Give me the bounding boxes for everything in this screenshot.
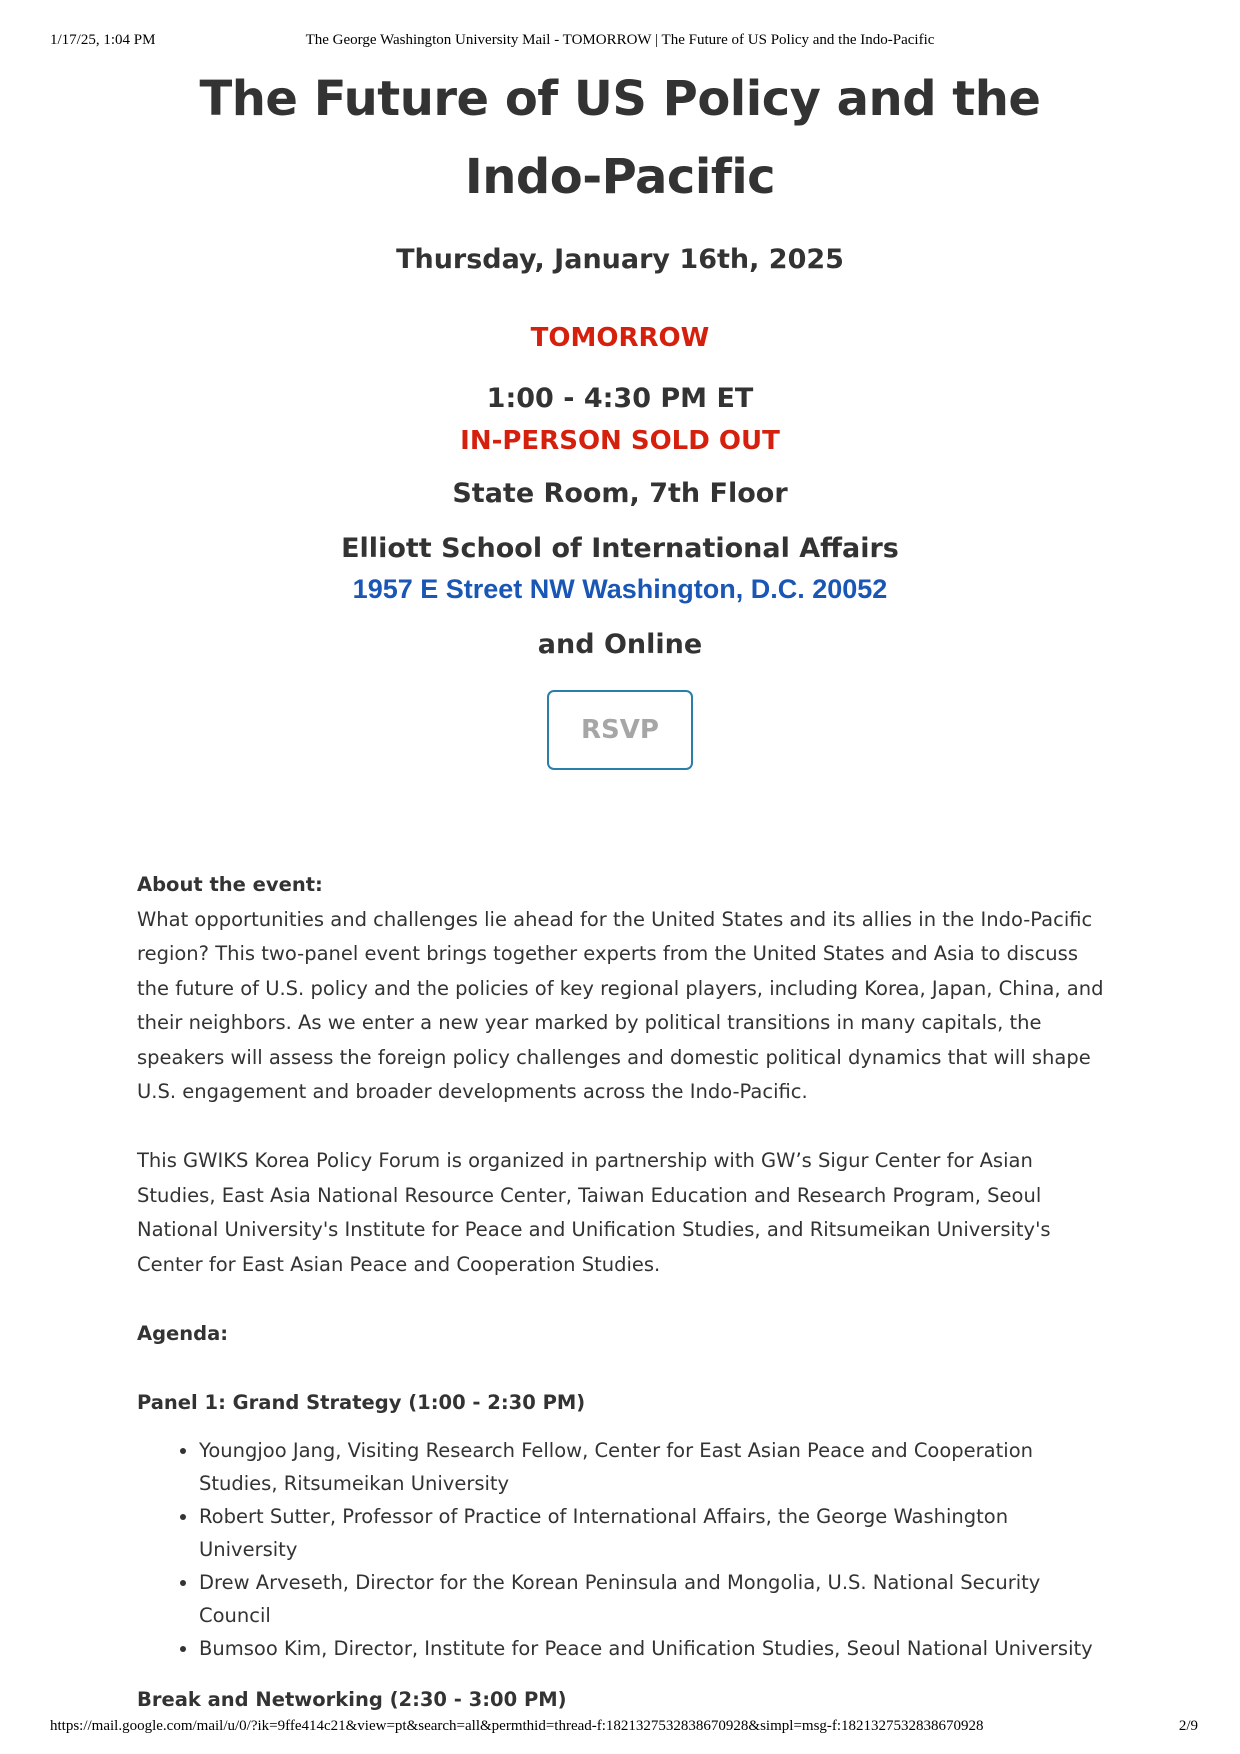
event-date: Thursday, January 16th, 2025 <box>396 244 844 275</box>
list-item: • Youngjoo Jang, Visiting Research Fellow, Center for East Asian Peace and Cooperation Studies, Ritsumeikan University <box>199 1434 1112 1500</box>
panel1-speaker-list <box>137 1434 1112 1665</box>
agenda-heading: Agenda: <box>137 1321 229 1345</box>
list-item: • Drew Arveseth, Director for the Korean Peninsula and Mongolia, U.S. National Security Council <box>199 1566 1112 1632</box>
print-url: https://mail.google.com/mail/u/0/?ik=9ffe414c21&view=pt&search=all&permthid=thread-f:1821327532838670928&simpl=msg-f:1821327532838670928 <box>50 1718 984 1734</box>
online-label: and Online <box>537 629 703 660</box>
about-heading: About the event: <box>137 873 323 896</box>
break-title: Break and Networking (2:30 - 3:00 PM) <box>137 1688 567 1711</box>
about-paragraph-1: What opportunities and challenges lie ahead for the United States and its allies in the Indo-Pacific region? This two-panel event brings together experts from the United States and Asia to discuss the future of U.S. policy and the policies of key regional players, including Korea, Japan, China, and their neighbors. As we enter a new year marked by political transitions in many capitals, the speakers will assess the foreign policy challenges and domestic political dynamics that will shape U.S. engagement and broader developments across the Indo-Pacific. <box>137 907 1104 1103</box>
rsvp-wrapper <box>0 690 1240 770</box>
about-paragraph-2: This GWIKS Korea Policy Forum is organized in partnership with GW’s Sigur Center for Asian Studies, East Asia National Resource Center, Taiwan Education and Research Program, Seoul National University's Institute for Peace and Unification Studies, and Ritsumeikan University's Center for East Asian Peace and Cooperation Studies. <box>137 1149 1051 1276</box>
page-number: 2/9 <box>1178 1718 1198 1734</box>
event-room: State Room, 7th Floor <box>452 478 788 509</box>
rsvp-button[interactable]: RSVP <box>547 690 693 770</box>
sold-out-notice: IN-PERSON SOLD OUT <box>460 426 780 456</box>
event-title: The Future of US Policy and the Indo-Pacific <box>199 71 1041 205</box>
print-datetime: 1/17/25, 1:04 PM <box>50 32 156 48</box>
spacer <box>137 1282 1112 1317</box>
print-page-title: The George Washington University Mail - TOMORROW | The Future of US Policy and the Indo-Pacific <box>305 32 935 48</box>
email-body <box>0 60 1240 770</box>
event-description <box>137 868 1112 1718</box>
event-time: 1:00 - 4:30 PM ET <box>486 383 754 414</box>
event-school: Elliott School of International Affairs <box>341 533 899 564</box>
list-item: • Robert Sutter, Professor of Practice of International Affairs, the George Washington University <box>199 1500 1112 1566</box>
tomorrow-label: TOMORROW <box>530 323 710 353</box>
spacer <box>137 1110 1112 1145</box>
list-item: • Bumsoo Kim, Director, Institute for Peace and Unification Studies, Seoul National University <box>199 1632 1112 1665</box>
panel1-title: Panel 1: Grand Strategy (1:00 - 2:30 PM) <box>137 1390 586 1414</box>
spacer <box>137 1351 1112 1386</box>
address-link[interactable]: 1957 E Street NW Washington, D.C. 20052 <box>352 574 888 604</box>
